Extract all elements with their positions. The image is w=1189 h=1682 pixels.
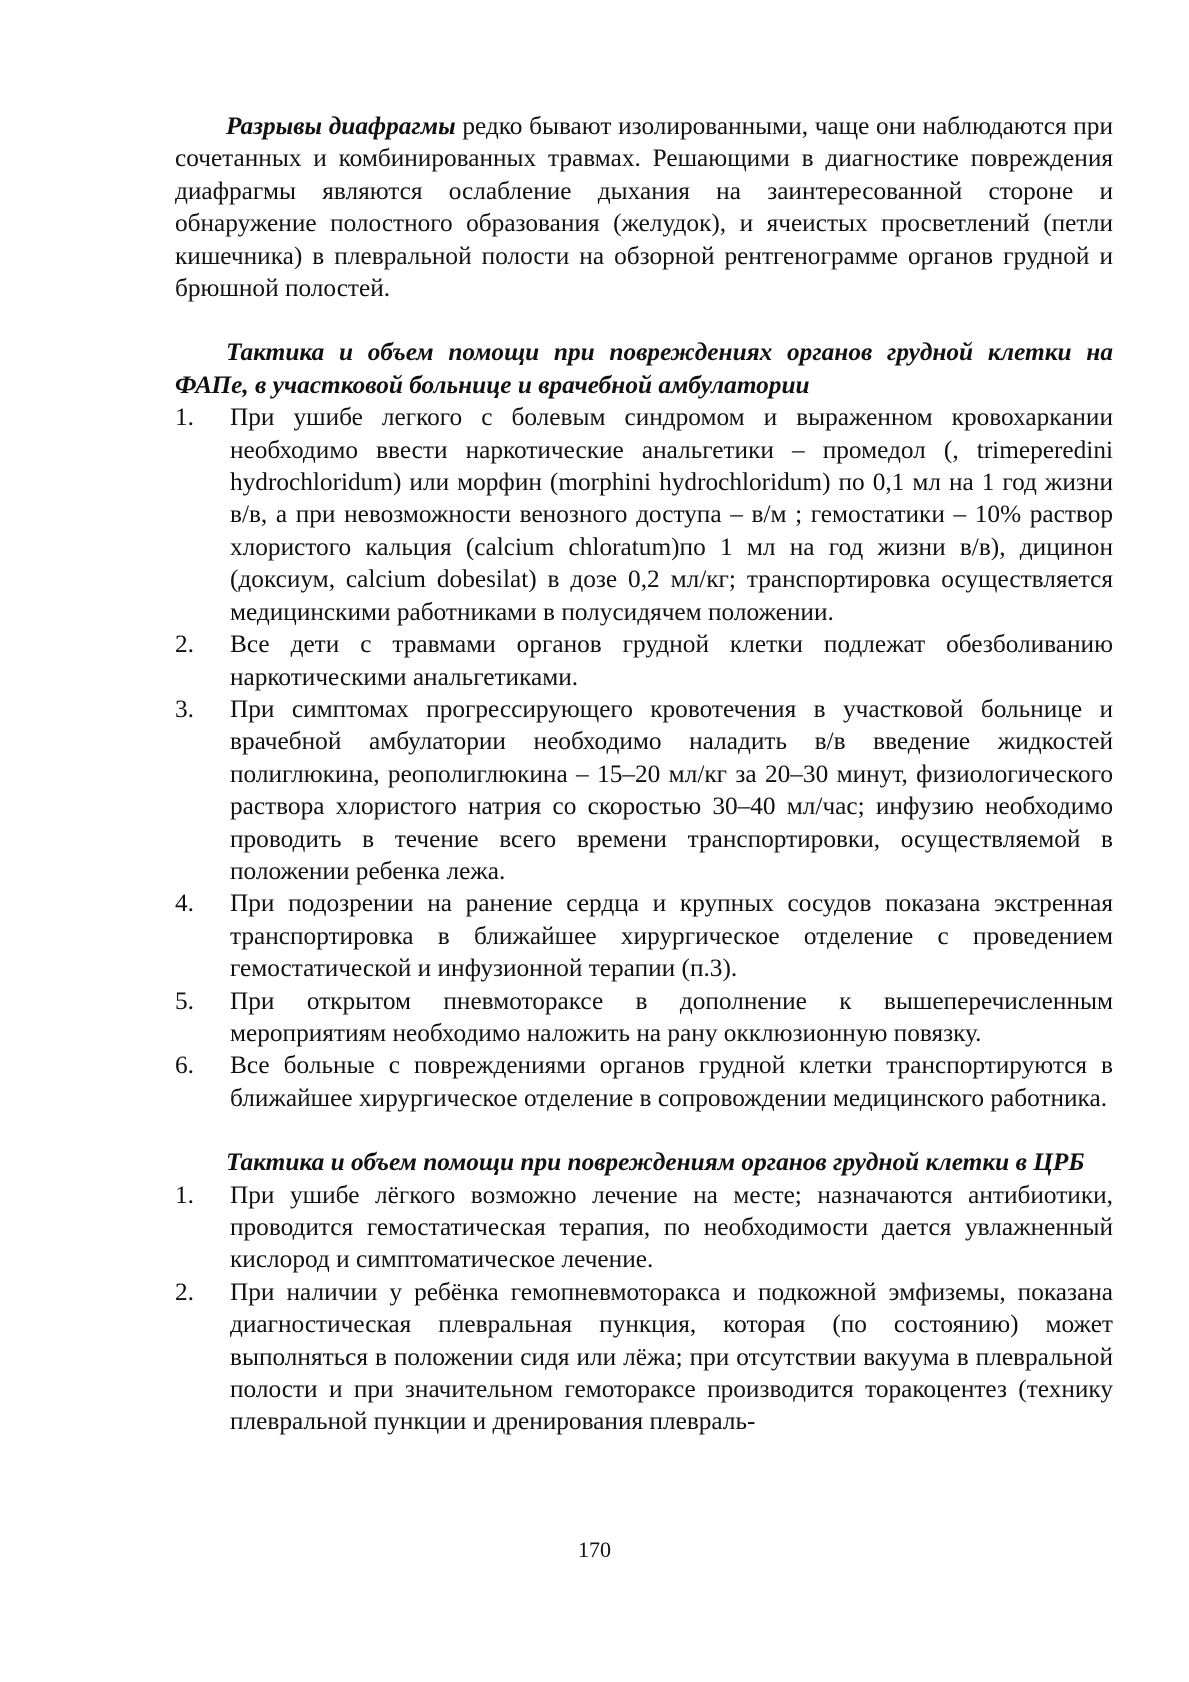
list-item xyxy=(175,628,1113,693)
section-heading-crb: Тактика и объем помощи при повреждениям органов грудной клетки в ЦРБ xyxy=(226,1148,1085,1177)
list-item-text: Все больные с повреждениями органов грудной клетки транспортируются в ближайшее хирургическое отделение в сопровождении медицинского работника. xyxy=(230,1051,1113,1112)
list-item-text: При наличии у ребёнка гемопневмоторакса и подкожной эмфиземы, показана диагностическая плевральная пункция, которая (по состоянию) может выполняться в положении сидя или лёжа; при отсутствии вакуума в плевральной полости и при значительном гемотораксе производится торакоцентез (технику плевральной пункции и дренирования плевраль- xyxy=(230,1277,1113,1436)
list-item-text: При подозрении на ранение сердца и крупных сосудов показана экстренная транспортировка в ближайшее хирургическое отделение с проведением гемостатической и инфузионной терапии (п.3). xyxy=(230,889,1113,983)
intro-paragraph xyxy=(175,110,1113,304)
list-item xyxy=(175,1049,1113,1114)
list-item xyxy=(175,1179,1113,1276)
list-item-text: При ушибе легкого с болевым синдромом и выраженном кровохаркании необходимо ввести наркотические анальгетики – промедол (, trimeperedini hydrochloridum) или морфин (morphini hydrochloridum) по 0,1 мл на 1 год жизни в/в, а при невозможности венозного доступа – в/м ; гемостатики – 10% раствор хлористого кальция (calcium chloratum)по 1 мл на год жизни в/в), дицинон (доксиум, calcium dobesilat) в дозе 0,2 мл/кг; транспортировка осуществляется медицинскими работниками в полусидячем положении. xyxy=(230,403,1113,626)
list-item-number: 1. xyxy=(175,403,194,432)
list-item-number: 4. xyxy=(175,889,194,918)
fap-measures-list xyxy=(175,401,1113,1114)
list-item-number: 3. xyxy=(175,694,194,723)
list-item-number: 6. xyxy=(175,1051,194,1080)
list-item xyxy=(175,401,1113,628)
list-item-number: 2. xyxy=(175,630,194,659)
intro-lead-term: Разрывы диафрагмы xyxy=(226,112,456,140)
list-item-text: При открытом пневмотораксе в дополнение к вышеперечисленным мероприятиям необходимо наложить на рану окклюзионную повязку. xyxy=(230,986,1113,1047)
intro-text: редко бывают изолированными, чаще они наблюдаются при сочетанных и комбинированных травмах. Решающими в диагностике повреждения диафрагмы являются ослабление дыхания на заинтересованной стороне и обнаружение полостного образования (желудок), и ячеистых просветлений (петли кишечника) в плевральной полости на обзорной рентгенограмме органов грудной и брюшной полостей. xyxy=(175,112,1113,303)
list-item xyxy=(175,693,1113,887)
section-heading-fap: Тактика и объем помощи при повреждениях органов грудной клетки на ФАПе, в участковой больнице и врачебной амбулатории xyxy=(175,338,1113,399)
list-item-number: 1. xyxy=(175,1180,194,1209)
list-item xyxy=(175,887,1113,984)
list-item-text: При ушибе лёгкого возможно лечение на месте; назначаются антибиотики, проводится гемостатическая терапия, по необходимости дается увлажненный кислород и симптоматическое лечение. xyxy=(230,1180,1113,1274)
page-number: 170 xyxy=(578,1537,611,1562)
list-item-number: 2. xyxy=(175,1277,194,1306)
list-item-text: Все дети с травмами органов грудной клетки подлежат обезболиванию наркотическими анальгетиками. xyxy=(230,630,1113,691)
list-item xyxy=(175,1276,1113,1438)
list-item xyxy=(175,985,1113,1050)
page-content xyxy=(175,110,1113,1438)
list-item-number: 5. xyxy=(175,986,194,1015)
list-item-text: При симптомах прогрессирующего кровотечения в участковой больнице и врачебной амбулатории необходимо наладить в/в введение жидкостей полиглюкина, реополиглюкина – 15–20 мл/кг за 20–30 минут, физиологического раствора хлористого натрия со скоростью 30–40 мл/час; инфузию необходимо проводить в течение всего времени транспортировки, осуществляемой в положении ребенка лежа. xyxy=(230,694,1113,885)
crb-measures-list xyxy=(175,1179,1113,1438)
